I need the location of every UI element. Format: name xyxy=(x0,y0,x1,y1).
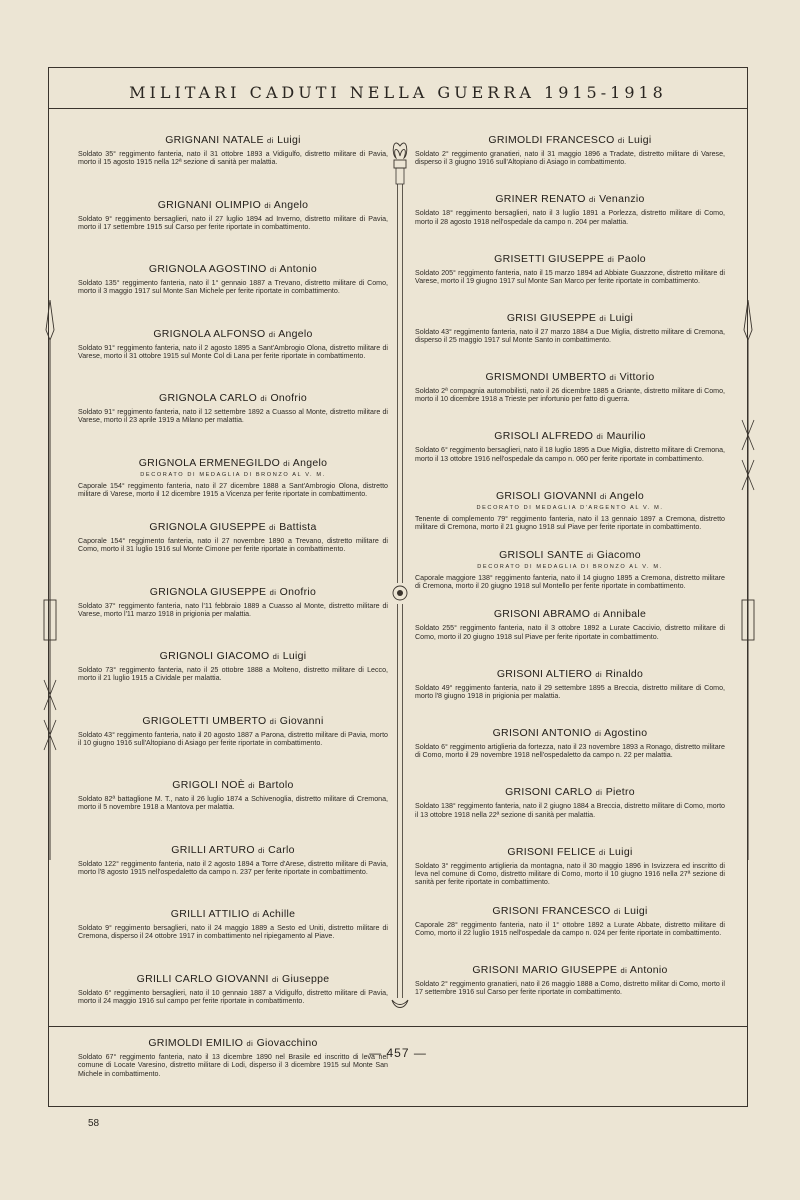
entry-text: Soldato 2ª compagnia automobilisti, nato il 26 dicembre 1885 a Griante, distretto militare di Como, morto il 10 dicembre 1918 a Trieste per infortunio per fatto di guerra. xyxy=(415,387,725,404)
entry xyxy=(415,134,725,193)
entry-text: Tenente di complemento 79° reggimento fanteria, nato il 13 gennaio 1897 a Cremona, distretto militare di Cremona, morto il 21 giugno 1918 sul Piave per ferite riportate in combattimento. xyxy=(415,514,725,532)
page-number: — 457 — xyxy=(369,1046,427,1060)
entry-text: Soldato 67° reggimento fanteria, nato il 13 dicembre 1890 nel Brasile ed inscritto di leva nel comune di Locate Varesino, distretto militare di Lodi, disperso il 3 dicembre 1915 sul Monte San Michele in combattimento. xyxy=(78,1053,388,1078)
entry xyxy=(78,844,388,909)
surname: GRISONI FRANCESCO xyxy=(492,904,611,917)
entry-text: Soldato 73° reggimento fanteria, nato il 25 ottobre 1888 a Molteno, distretto militare di Lecco, morto il 21 luglio 1915 a Cividale per malattia. xyxy=(78,666,388,683)
surname: GRISONI FELICE xyxy=(507,845,596,858)
entry xyxy=(78,521,388,586)
entry-text: Soldato 91° reggimento fanteria, nato il 12 settembre 1892 a Cuasso al Monte, distretto militare di Varese, morto il 23 aprile 1919 a Milano per malattia. xyxy=(78,408,388,425)
page-frame xyxy=(48,67,748,1107)
surname: GRISOLI SANTE xyxy=(499,549,584,562)
entry-name: GRIGNOLA ERMENEGILDO di Angelo xyxy=(138,456,328,469)
outer-page-number: 58 xyxy=(88,1118,100,1129)
entry-name: GRILLI ARTURO di Carlo xyxy=(171,843,295,856)
entry xyxy=(415,964,725,1023)
entry-text: Caporale 154° reggimento fanteria, nato il 27 dicembre 1888 a Sant'Ambrogio Olona, distretto militare di Varese, morto il 12 dicembre 1915 a Vicenza per ferite riportate in combattimento. xyxy=(78,481,388,498)
right-column xyxy=(415,134,725,1023)
entry-text: Soldato 43° reggimento fanteria, nato il 20 agosto 1887 a Parona, distretto militare di Pavia, morto il 10 giugno 1916 sull'Altopiano di Asiago per ferite riportate in combattimento. xyxy=(78,730,388,747)
entry-text: Soldato 3° reggimento artiglieria da montagna, nato il 30 maggio 1896 in Isvizzera ed inscritto di leva nel comune di Como, distretto militare di Como, morto il 10 giugno 1916 nella 27ª sezione di sanità per ferite riportate in combattimento. xyxy=(415,861,725,887)
entry xyxy=(78,457,388,522)
surname: GRISETTI GIUSEPPE xyxy=(494,252,605,265)
entry-text: Soldato 43° reggimento fanteria, nato il 27 marzo 1884 a Due Miglia, distretto militare di Cremona, disperso il 25 maggio 1917 sul Monte Santo in combattimento. xyxy=(415,327,725,345)
entry-name: GRIMOLDI EMILIO di Giovacchino xyxy=(148,1037,318,1049)
footer-rule xyxy=(49,1026,747,1027)
entry xyxy=(415,253,725,312)
entry-text: Caporale 28° reggimento fanteria, nato il 1° ottobre 1892 a Lurate Abbate, distretto militare di Como, morto il 22 luglio 1915 nell'ospedale da campo n. 024 per ferite riportate in combattimento. xyxy=(415,920,725,938)
entry xyxy=(78,715,388,780)
entry-name: GRIGNANI OLIMPIO di Angelo xyxy=(157,198,309,211)
surname: GRIGNANI OLIMPIO xyxy=(157,198,262,211)
title-band xyxy=(49,68,747,109)
surname: GRIGNOLA GIUSEPPE xyxy=(149,585,267,598)
entry-name: GRIGNOLA GIUSEPPE di Battista xyxy=(149,521,317,533)
entry-name: GRISMONDI UMBERTO di Vittorio xyxy=(485,371,655,384)
surname: GRISONI CARLO xyxy=(505,786,593,799)
entry-name: GRISOLI SANTE di Giacomo xyxy=(499,549,641,562)
entry-name: GRILLI ATTILIO di Achille xyxy=(170,908,296,920)
entry-name: GRILLI CARLO GIOVANNI di Giuseppe xyxy=(136,972,330,985)
entry xyxy=(415,312,725,371)
entry-name: GRISI GIUSEPPE di Luigi xyxy=(506,311,634,324)
entry-text: Soldato 91° reggimento fanteria, nato il 2 agosto 1895 a Sant'Ambrogio Olona, distretto militare di Varese, morto il 31 ottobre 1915 sul Monte Col di Lana per ferite riportate in combattimento. xyxy=(78,343,388,360)
entry-text: Soldato 6° reggimento artiglieria da fortezza, nato il 23 novembre 1893 a Ronago, distretto militare di Como, morto il 29 novembre 1918 nell'ospedaletto da campo n. 22 per malattia. xyxy=(415,742,725,760)
entry xyxy=(415,727,725,786)
entry-name: GRIGNOLA CARLO di Onofrio xyxy=(159,392,307,404)
entry-text: Soldato 205° reggimento fanteria, nato il 15 marzo 1894 ad Abbiate Guazzone, distretto militare di Varese, morto il 19 giugno 1917 sul Monte San Marco per ferite riportate in combattimento. xyxy=(415,268,725,285)
entry-text: Caporale 154° reggimento fanteria, nato il 27 novembre 1890 a Trevano, distretto militare di Como, morto il 31 luglio 1916 sul Monte Cimone per ferite riportate in combattimento. xyxy=(78,537,388,554)
right-spear-ornament xyxy=(738,300,758,870)
entry xyxy=(415,905,725,964)
surname: GRIGNANI NATALE xyxy=(165,134,264,146)
entry xyxy=(415,430,725,489)
entry xyxy=(78,586,388,651)
entry xyxy=(78,779,388,844)
surname: GRISONI ABRAMO xyxy=(493,608,591,621)
entry xyxy=(415,608,725,667)
entry-text: Soldato 6° reggimento bersaglieri, nato il 10 gennaio 1887 a Vidigulfo, distretto militare di Pavia, morto il 24 maggio 1916 sul campo per ferite riportate in combattimento. xyxy=(78,988,388,1005)
page-title: MILITARI CADUTI NELLA GUERRA 1915-1918 xyxy=(129,82,667,102)
entry-name: GRIGOLETTI UMBERTO di Giovanni xyxy=(142,714,324,727)
entry-text: Soldato 35° reggimento fanteria, nato il 31 ottobre 1893 a Vidigulfo, distretto militare di Pavia, morto il 15 agosto 1915 nella 12ª sezione di sanità per malattia. xyxy=(78,150,388,167)
left-spear-ornament xyxy=(40,300,60,870)
surname: GRIGOLETTI UMBERTO xyxy=(142,714,267,727)
entry xyxy=(415,193,725,252)
surname: GRIGNOLA CARLO xyxy=(159,392,258,404)
entry-name: GRISONI ANTONIO di Agostino xyxy=(492,726,648,739)
entry-text: Soldato 82ª battaglione M. T., nato il 26 luglio 1874 a Schivenoglia, distretto militare di Cremona, morto il 5 novembre 1918 a Mantova per malattia. xyxy=(78,795,388,812)
surname: GRISONI ALTIERO xyxy=(496,667,593,680)
surname: GRINER RENATO xyxy=(495,193,586,206)
surname: GRISONI ANTONIO xyxy=(492,726,592,739)
left-column xyxy=(78,134,388,1102)
entry-text: Soldato 9° reggimento bersaglieri, nato il 27 luglio 1894 ad Inverno, distretto militare di Pavia, morto il 17 settembre 1915 sul Carso per ferite riportate in combattimento. xyxy=(78,214,388,231)
entry xyxy=(415,786,725,845)
entry xyxy=(415,549,725,608)
entry-name: GRIGNOLI GIACOMO di Luigi xyxy=(159,650,307,662)
surname: GRISONI MARIO GIUSEPPE xyxy=(472,964,618,977)
entry xyxy=(78,908,388,973)
entry-name: GRISONI MARIO GIUSEPPE di Antonio xyxy=(472,964,668,977)
entry-text: Soldato 122° reggimento fanteria, nato il 2 agosto 1894 a Torre d'Arese, distretto militare di Pavia, morto l'8 agosto 1915 nell'ospedaletto da campo n. 237 per ferite riportate in combattimento. xyxy=(78,859,388,876)
entry xyxy=(78,263,388,328)
entry-name: GRIGNANI NATALE di Luigi xyxy=(165,134,301,146)
surname: GRISOLI GIOVANNI xyxy=(495,489,597,502)
entry-text: Soldato 18° reggimento bersaglieri, nato il 3 luglio 1891 a Porlezza, distretto militare di Como, morto il 28 agosto 1918 nell'ospedale da campo n. 204 per malattia. xyxy=(415,209,725,226)
decoration: DECORATO DI MEDAGLIA DI BRONZO AL V. M. xyxy=(140,471,326,478)
surname: GRILLI ATTILIO xyxy=(170,908,250,920)
entry xyxy=(78,392,388,457)
surname: GRIGNOLI GIACOMO xyxy=(159,650,270,662)
entry xyxy=(415,846,725,905)
surname: GRILLI ARTURO xyxy=(171,843,255,856)
entry-name: GRIGNOLA ALFONSO di Angelo xyxy=(153,327,313,340)
entry xyxy=(415,490,725,549)
entry-name: GRISONI FELICE di Luigi xyxy=(507,845,633,858)
entry-name: GRISONI CARLO di Pietro xyxy=(505,786,635,799)
surname: GRIGOLI NOÈ xyxy=(172,779,246,791)
entry-text: Soldato 37° reggimento fanteria, nato l'11 febbraio 1889 a Cuasso al Monte, distretto militare di Varese, morto l'11 marzo 1918 in prigionia per malattia. xyxy=(78,601,388,618)
entry-name: GRISETTI GIUSEPPE di Paolo xyxy=(494,252,646,265)
entry-text: Soldato 2° reggimento granatieri, nato il 26 maggio 1888 a Como, distretto militar di Como, morto il 17 settembre 1916 sul Carso per ferite riportate in combattimento. xyxy=(415,980,725,997)
decoration: DECORATO DI MEDAGLIA DI BRONZO AL V. M. xyxy=(477,564,663,571)
surname: GRIGNOLA ALFONSO xyxy=(153,327,266,340)
surname: GRILLI CARLO GIOVANNI xyxy=(136,972,269,985)
surname: GRIMOLDI EMILIO xyxy=(148,1037,244,1049)
entry xyxy=(415,371,725,430)
entry-text: Soldato 9° reggimento bersaglieri, nato il 24 maggio 1889 a Sesto ed Uniti, distretto militare di Cremona, disperso il 24 ottobre 1917 in combattimento nel ripiegamento al Piave. xyxy=(78,924,388,941)
central-torch-ornament xyxy=(389,138,411,1028)
entry-name: GRISONI ALTIERO di Rinaldo xyxy=(496,667,644,680)
entry-text: Soldato 49° reggimento fanteria, nato il 29 settembre 1895 a Breccia, distretto militare di Como, morto l'8 giugno 1918 in prigionia per malattia. xyxy=(415,683,725,700)
entry-name: GRIGOLI NOÈ di Bartolo xyxy=(172,779,294,791)
entry xyxy=(78,199,388,264)
entry-text: Soldato 138° reggimento fanteria, nato il 2 giugno 1884 a Breccia, distretto militare di Como, morto il 13 ottobre 1918 nella 22ª sezione di sanità per malattia. xyxy=(415,802,725,819)
entry xyxy=(78,973,388,1038)
entry-name: GRIMOLDI FRANCESCO di Luigi xyxy=(488,134,652,146)
entry-name: GRISONI ABRAMO di Annibale xyxy=(493,608,647,621)
entry xyxy=(415,668,725,727)
entry xyxy=(78,650,388,715)
entry-text: Soldato 255° reggimento fanteria, nato il 3 ottobre 1892 a Lurate Caccivio, distretto militare di Como, morto il 20 giugno 1918 sul Piave per ferite riportate in combattimento. xyxy=(415,624,725,641)
surname: GRIGNOLA ERMENEGILDO xyxy=(138,456,281,469)
entry-name: GRISOLI ALFREDO di Maurilio xyxy=(494,430,646,443)
decoration: DECORATO DI MEDAGLIA D'ARGENTO AL V. M. xyxy=(476,504,664,511)
surname: GRIMOLDI FRANCESCO xyxy=(488,134,615,146)
entry-name: GRIGNOLA GIUSEPPE di Onofrio xyxy=(149,585,317,598)
entry-name: GRISONI FRANCESCO di Luigi xyxy=(492,904,648,917)
entry xyxy=(78,328,388,393)
entry-text: Soldato 135° reggimento fanteria, nato il 1° gennaio 1887 a Trevano, distretto militare di Como, morto il 3 maggio 1917 sul Monte San Michele per ferite riportate in combattimento. xyxy=(78,279,388,296)
entry-name: GRIGNOLA AGOSTINO di Antonio xyxy=(148,263,318,275)
entry xyxy=(78,134,388,199)
entry-text: Caporale maggiore 138° reggimento fanteria, nato il 14 giugno 1895 a Cremona, distretto militare di Cremona, morto il 20 giugno 1918 sul Montello per ferite riportate in combattimento. xyxy=(415,574,725,591)
entry-text: Soldato 6° reggimento bersaglieri, nato il 18 luglio 1895 a Due Miglia, distretto militare di Cremona, morto il 13 ottobre 1916 nell'ospedale da campo n. 060 per ferite riportate in combattimento. xyxy=(415,446,726,463)
surname: GRISI GIUSEPPE xyxy=(506,311,597,324)
entry-name: GRINER RENATO di Venanzio xyxy=(495,193,645,206)
surname: GRISMONDI UMBERTO xyxy=(485,371,607,384)
entry-text: Soldato 2° reggimento granatieri, nato il 31 maggio 1896 a Tradate, distretto militare di Varese, disperso il 3 giugno 1916 sull'Altopiano di Asiago in combattimento. xyxy=(415,150,725,167)
surname: GRIGNOLA AGOSTINO xyxy=(148,263,267,275)
surname: GRISOLI ALFREDO xyxy=(494,430,594,443)
surname: GRIGNOLA GIUSEPPE xyxy=(149,521,266,533)
entry-name: GRISOLI GIOVANNI di Angelo xyxy=(495,489,645,502)
